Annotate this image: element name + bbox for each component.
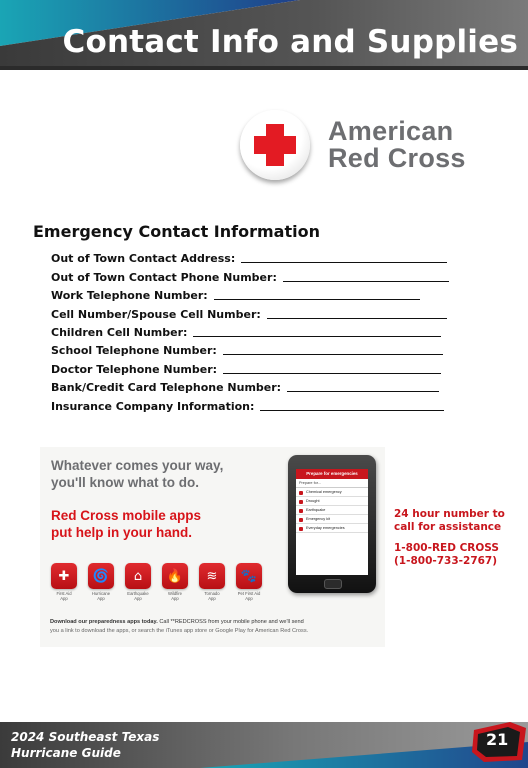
phone-list-item: Drought (296, 497, 368, 506)
fill-line[interactable] (223, 372, 441, 374)
app-hurricane[interactable] (86, 563, 116, 601)
red-cross-icon (240, 110, 310, 180)
emergency-contact-form (51, 247, 446, 413)
field-out-of-town-address[interactable] (51, 247, 446, 265)
assistance-info (394, 508, 505, 568)
ad-tagline-line4: put help in your hand. (51, 525, 192, 540)
field-label: Children Cell Number: (51, 325, 188, 339)
fill-line[interactable] (260, 409, 444, 411)
ad-download-bold: Download our preparedness apps today. (50, 619, 158, 625)
fill-line[interactable] (241, 261, 447, 263)
field-label: Insurance Company Information: (51, 399, 255, 413)
page-header (0, 0, 528, 70)
emergency-contact-heading: Emergency Contact Information (33, 222, 320, 241)
app-label: Wildfire App (168, 591, 182, 601)
field-children-cell[interactable] (51, 321, 446, 339)
field-work-telephone[interactable] (51, 284, 446, 302)
app-label: Tornado App (204, 591, 220, 601)
app-label: Earthquake App (127, 591, 149, 601)
ad-tagline-line1: Whatever comes your way, (51, 458, 224, 473)
field-insurance-company[interactable] (51, 394, 446, 412)
ad-tagline-gray (51, 457, 223, 491)
page-title: Contact Info and Supplies (62, 24, 518, 60)
page-number: 21 (486, 730, 509, 749)
ad-tagline-line2: you'll know what to do. (51, 475, 199, 490)
field-school-telephone[interactable] (51, 339, 446, 357)
phone-mockup (288, 455, 376, 593)
app-pet-first-aid[interactable] (234, 563, 264, 601)
field-cell-number[interactable] (51, 302, 446, 320)
ad-download-rest: Call **REDCROSS from your mobile phone and we'll send (157, 619, 304, 625)
field-doctor-telephone[interactable] (51, 357, 446, 375)
phone-list-item: Everyday emergencies (296, 524, 368, 533)
red-cross-apps-ad (40, 447, 385, 647)
phone-screen (296, 469, 368, 575)
pet-first-aid-app-icon: 🐾 (236, 563, 262, 589)
earthquake-app-icon: ⌂ (125, 563, 151, 589)
ad-tagline-red (51, 507, 201, 541)
fill-line[interactable] (214, 298, 420, 300)
hurricane-app-icon: 🌀 (88, 563, 114, 589)
tornado-app-icon: ≋ (199, 563, 225, 589)
app-label: Hurricane App (91, 591, 111, 601)
app-earthquake[interactable] (123, 563, 153, 601)
ad-tagline-line3: Red Cross mobile apps (51, 508, 202, 523)
fill-line[interactable] (193, 335, 441, 337)
field-label: Work Telephone Number: (51, 289, 208, 303)
field-label: Cell Number/Spouse Cell Number: (51, 307, 261, 321)
red-cross-logo (240, 110, 480, 188)
field-label: School Telephone Number: (51, 344, 217, 358)
phone-home-button (324, 579, 342, 589)
field-out-of-town-phone[interactable] (51, 265, 446, 283)
logo-wordmark (328, 118, 466, 172)
app-icons-row (49, 563, 279, 607)
first-aid-app-icon: ✚ (51, 563, 77, 589)
phone-list-item: Emergency kit (296, 515, 368, 524)
assistance-line1: 24 hour number to (394, 508, 505, 520)
field-label: Bank/Credit Card Telephone Number: (51, 381, 282, 395)
fill-line[interactable] (267, 317, 447, 319)
app-label: Pet First Aid App (237, 591, 261, 601)
field-label: Out of Town Contact Address: (51, 252, 236, 266)
logo-line2: Red Cross (328, 143, 466, 173)
app-tornado[interactable] (197, 563, 227, 601)
app-label: First Aid App (56, 591, 72, 601)
phone-screen-subheader: Prepare for... (296, 479, 368, 488)
footer-line2: Hurricane Guide (11, 746, 121, 760)
phone-list-item: Earthquake (296, 506, 368, 515)
logo-line1: American (328, 116, 454, 146)
field-label: Out of Town Contact Phone Number: (51, 270, 277, 284)
assistance-phone-number[interactable]: (1-800-733-2767) (394, 555, 498, 567)
phone-list-item: Chemical emergency (296, 488, 368, 497)
assistance-line2: call for assistance (394, 521, 502, 533)
field-label: Doctor Telephone Number: (51, 362, 218, 376)
app-wildfire[interactable] (160, 563, 190, 601)
fill-line[interactable] (283, 280, 449, 282)
app-first-aid[interactable] (49, 563, 79, 601)
footer-guide-title (11, 729, 159, 761)
phone-screen-header: Prepare for emergencies (296, 469, 368, 479)
assistance-phone-word[interactable]: 1-800-RED CROSS (394, 542, 499, 554)
wildfire-app-icon: 🔥 (162, 563, 188, 589)
field-bank-credit-card[interactable] (51, 376, 446, 394)
ad-download-text (50, 619, 304, 625)
footer-line1: 2024 Southeast Texas (11, 730, 160, 744)
fill-line[interactable] (223, 353, 443, 355)
ad-download-text-line2: you a link to download the apps, or search the iTunes app store or Google Play for American Red Cross. (50, 628, 309, 634)
fill-line[interactable] (287, 390, 439, 392)
